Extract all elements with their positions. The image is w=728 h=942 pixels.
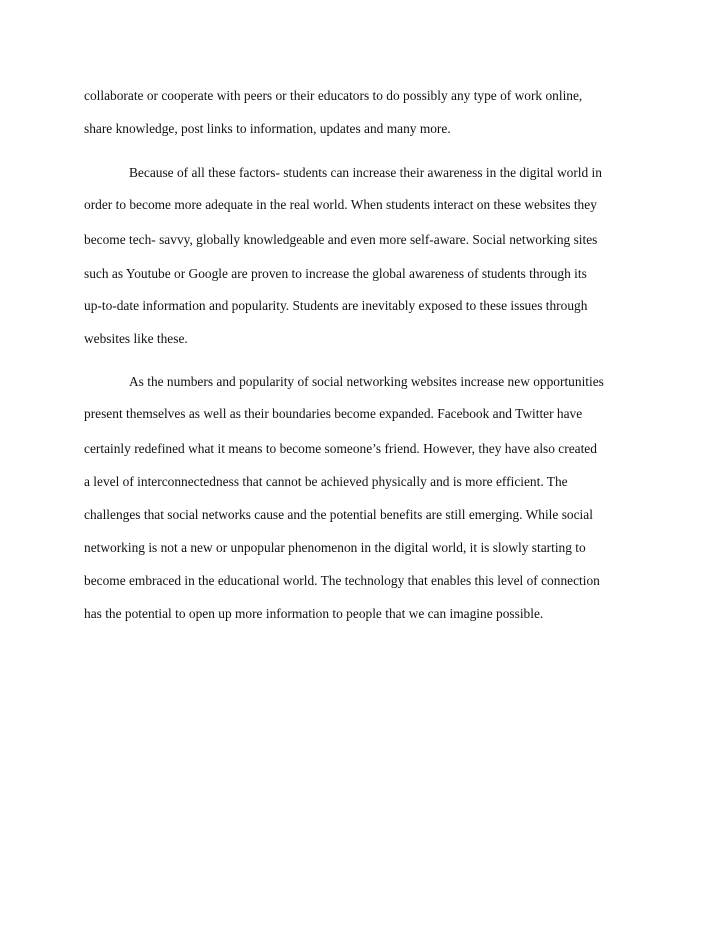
paragraph-2-line-4: such as Youtube or Google are proven to increase the global awareness of students through its	[84, 266, 587, 281]
paragraph-3-line-2: present themselves as well as their boundaries become expanded. Facebook and Twitter have	[84, 406, 583, 421]
paragraph-3-line-4: a level of interconnectedness that cannot be achieved physically and is more efficient. The	[84, 474, 568, 489]
paragraph-2-line-1: Because of all these factors- students can increase their awareness in the digital world in	[129, 165, 602, 180]
paragraph-2-line-6: websites like these.	[84, 331, 188, 346]
paragraph-2-line-5: up-to-date information and popularity. Students are inevitably exposed to these issues through	[84, 298, 588, 313]
paragraph-3-line-1: As the numbers and popularity of social networking websites increase new opportunities	[129, 374, 604, 389]
paragraph-2-line-3: become tech- savvy, globally knowledgeable and even more self-aware. Social networking sites	[84, 232, 598, 247]
paragraph-1-line-2: share knowledge, post links to information, updates and many more.	[84, 121, 451, 136]
paragraph-3-line-8: has the potential to open up more information to people that we can imagine possible.	[84, 606, 544, 621]
paragraph-1-line-1: collaborate or cooperate with peers or their educators to do possibly any type of work online,	[84, 88, 583, 103]
paragraph-3-line-5: challenges that social networks cause and the potential benefits are still emerging. While social	[84, 507, 593, 522]
paragraph-3-line-7: become embraced in the educational world. The technology that enables this level of connection	[84, 573, 600, 588]
paragraph-3-line-6: networking is not a new or unpopular phenomenon in the digital world, it is slowly starting to	[84, 540, 586, 555]
paragraph-3-line-3: certainly redefined what it means to become someone’s friend. However, they have also created	[84, 441, 597, 456]
paragraph-2-line-2: order to become more adequate in the real world. When students interact on these websites they	[84, 197, 597, 212]
